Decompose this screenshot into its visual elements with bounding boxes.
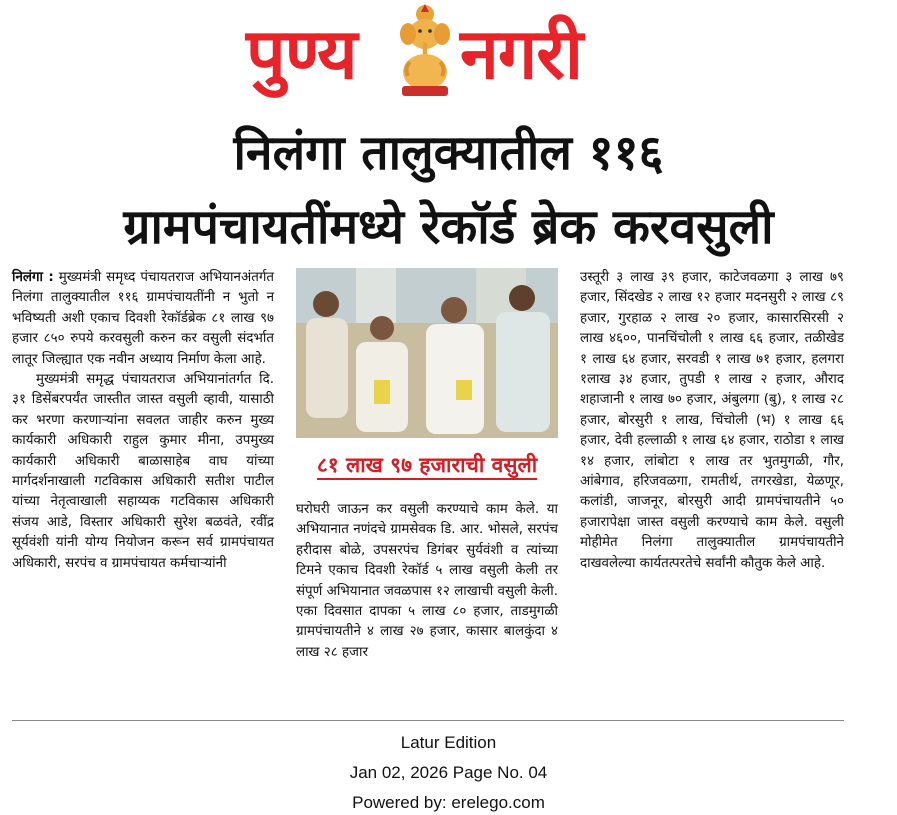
article-paragraph-1: [12, 268, 274, 370]
footer-divider: [12, 720, 844, 721]
people-photo-icon: [296, 268, 558, 438]
date-page-label: Jan 02, 2026 Page No. 04: [349, 763, 548, 782]
edition-label: Latur Edition: [400, 733, 497, 752]
article-paragraph-3: घरोघरी जाऊन कर वसुली करण्याचे काम केले. या अभियानात नणंदचे ग्रामसेवक डि. आर. भोसले, सरपंच हरीदास बोळे, उपसरपंच डिगंबर सुर्यवंशी व त्यांच्या टिमने एकाच दिवशी रेकॉर्ड ५ लाख वसुली केली तर संपूर्ण अभियानात जवळपास १२ लाखाची वसुली केली. एका दिवसात दापका ५ लाख ८० हजार, ताडमुगळी ग्रामपंचायतीने ४ लाख २७ हजार, कासार बालकुंदा ४ लाख २८ हजार: [296, 502, 558, 660]
headline-line-2: ग्रामपंचायतींमध्ये रेकॉर्ड ब्रेक करवसुली: [123, 199, 774, 255]
article-paragraph-2: मुख्यमंत्री समृद्ध पंचायतराज अभियानांतर्गत दि. ३१ डिसेंबरपर्यंत जास्तीत जास्त वसुली व्हावी, यासाठी कर भरणा करणाऱ्यांना सवलत जाहीर करुन मुख्य कार्यकारी अधिकारी राहुल कुमार मीना, उपमुख्य कार्यकारी अधिकारी बाळासाहेब वाघ यांच्या मार्गदर्शनाखाली गटविकास अधिकारी सतीश पाटील यांच्या नेतृत्वाखाली सहाय्यक गटविकास अधिकारी संजय आडे, विस्तार अधिकारी सुरेश बळवंते, रवींद्र सूर्यवंशी यांनी योग्य नियोजन करून सर्व ग्रामपंचायत अधिकारी, सरपंच व ग्रामपंचायत कर्मचाऱ्यांनी: [12, 372, 274, 571]
photo-caption-text: ८१ लाख ९७ हजाराची वसुली: [317, 453, 537, 480]
article-column-2: [296, 500, 558, 663]
masthead: [0, 0, 897, 110]
article-photo: [296, 268, 558, 438]
article-column-1: [12, 268, 274, 574]
article-paragraph-4: उस्तूरी ३ लाख ३९ हजार, काटेजवळगा ३ लाख ७९ हजार, सिंदखेड २ लाख १२ हजार मदनसुरी २ लाख ८९ हजार, गुरहाळ २ लाख २० हजार, कासारसिरसी २ लाख ४६००, पानचिंचोली १ लाख ६६ हजार, तळीखेड १ लाख ६४ हजार, सरवडी १ लाख ७१ हजार, हलगरा १लाख ३४ हजार, तुपडी १ लाख २ हजार, औराद शहाजानी १ लाख ७० हजार, अंबुलगा (बु), १ लाख २८ हजार, बोरसुरी १ लाख, चिंचोली (भ) १ लाख ६६ हजार, देवी हल्लाळी १ लाख ६४ हजार, राठोडा १ लाख १४ हजार, लांबोटा १ लाख तर भुतमुगळी, गौर, आंबेगाव, हरिजवळगा, रामतीर्थ, तगरखेडा, येळणूर, कलांडी, जाजनूर, बोरसुरी आदी ग्रामपंचायतीने ५० हजारापेक्षा जास्त वसुली करण्याचे काम केले. वसुली मोहीमेत निलंगा तालुक्यातील ग्रामपंचायतीने दाखवलेल्या कार्यतत्परतेचे सर्वांनी कौतुक केले आहे.: [580, 270, 844, 571]
headline-line-1: निलंगा तालुक्यातील ११६: [233, 125, 664, 181]
photo-caption: [296, 448, 558, 482]
brand-name-right: नगरी: [460, 13, 583, 95]
article-column-3: [580, 268, 844, 574]
brand-name-left: पुण्य: [246, 13, 357, 95]
ganesha-logo-icon: [390, 2, 460, 100]
dateline: निलंगा :: [12, 270, 54, 285]
article-paragraph-1-text: मुख्यमंत्री समृध्द पंचायतराज अभियानअंतर्गत निलंगा तालुक्यातील ११६ ग्रामपंचायतींनी न भुतो न भविष्यती अशी एकाच दिवशी रेकॉर्डब्रेक ८१ लाख ९७ हजार ८५० रुपये करवसुली करुन कर वसुली संदर्भात लातूर जिल्ह्यात एक नवीन अध्याय निर्माण केला आहे.: [12, 270, 274, 367]
powered-by-label: Powered by: erelego.com: [352, 793, 545, 812]
